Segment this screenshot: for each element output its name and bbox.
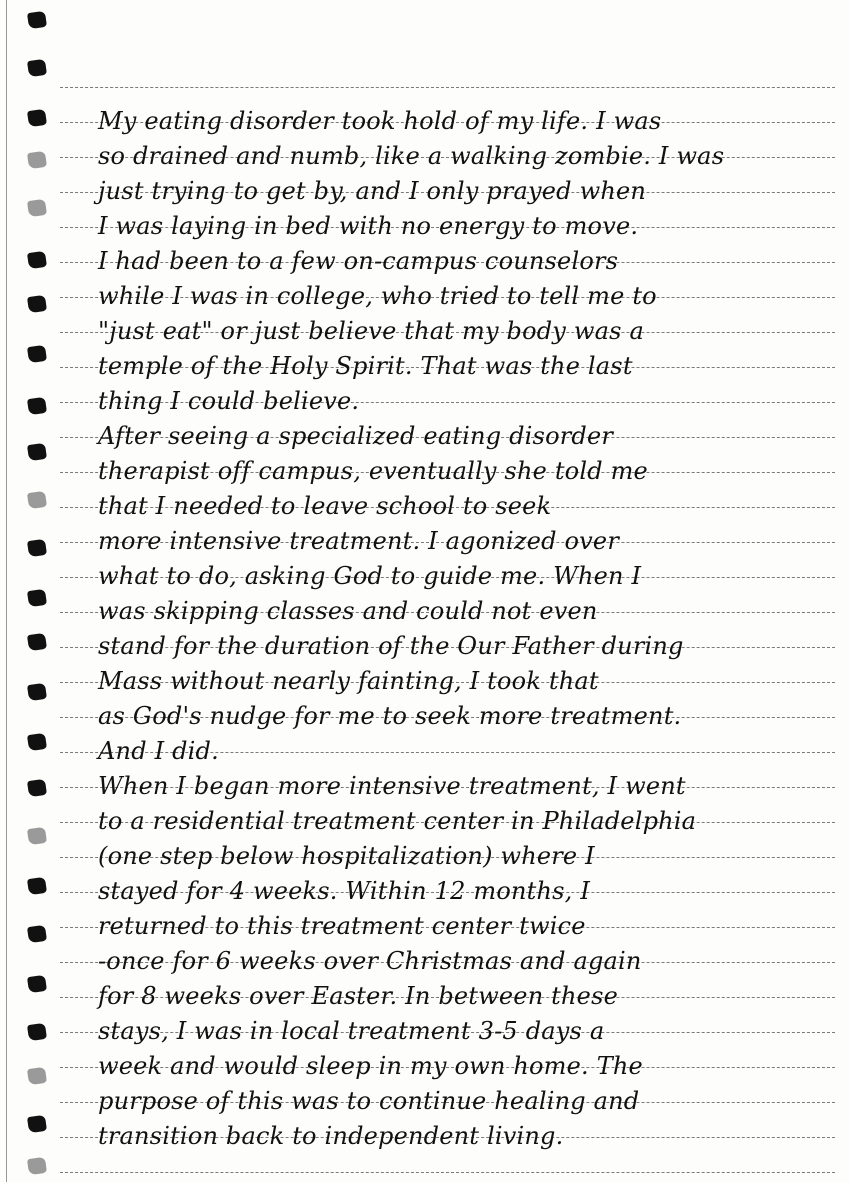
spiral-hole <box>27 295 47 313</box>
text-line: stand for the duration of the Our Father during <box>98 632 684 660</box>
text-line: I had been to a few on-campus counselors <box>98 247 619 275</box>
spiral-holes <box>0 0 60 1182</box>
spiral-hole <box>27 1115 47 1133</box>
spiral-hole <box>27 877 47 895</box>
spiral-hole <box>27 1157 47 1175</box>
spiral-hole <box>27 827 47 845</box>
text-line: temple of the Holy Spirit. That was the last <box>98 352 633 380</box>
spiral-hole <box>27 779 47 797</box>
text-line: When I began more intensive treatment, I went <box>98 772 686 800</box>
text-line: returned to this treatment center twice <box>98 912 586 940</box>
text-line: what to do, asking God to guide me. When I <box>98 562 642 590</box>
spiral-hole <box>27 491 47 509</box>
text-line: transition back to independent living. <box>98 1122 564 1150</box>
text-line: more intensive treatment. I agonized over <box>98 527 620 555</box>
spiral-hole <box>27 1023 47 1041</box>
text-line: My eating disorder took hold of my life. I was <box>98 107 662 135</box>
text-line: to a residential treatment center in Philadelphia <box>98 807 697 835</box>
spiral-hole <box>27 1067 47 1085</box>
text-line: "just eat" or just believe that my body was a <box>98 317 644 345</box>
spiral-hole <box>27 151 47 169</box>
spiral-hole <box>27 345 47 363</box>
spiral-hole <box>27 59 47 77</box>
spiral-hole <box>27 109 47 127</box>
spiral-hole <box>27 633 47 651</box>
text-line: week and would sleep in my own home. The <box>98 1052 643 1080</box>
text-line: just trying to get by, and I only prayed when <box>98 177 647 205</box>
text-line: After seeing a specialized eating disorder <box>98 422 614 450</box>
text-line: while I was in college, who tried to tell me to <box>98 282 657 310</box>
spiral-hole <box>27 589 47 607</box>
spiral-hole <box>27 975 47 993</box>
text-line: stayed for 4 weeks. Within 12 months, I <box>98 877 590 905</box>
spiral-hole <box>27 251 47 269</box>
spiral-hole <box>27 733 47 751</box>
spiral-hole <box>27 443 47 461</box>
text-line: Mass without nearly fainting, I took that <box>98 667 599 695</box>
text-line: stays, I was in local treatment 3-5 days a <box>98 1017 605 1045</box>
text-line: (one step below hospitalization) where I <box>98 842 595 870</box>
spiral-hole <box>27 397 47 415</box>
spiral-hole <box>27 11 47 29</box>
text-line: thing I could believe. <box>98 387 360 415</box>
text-line: for 8 weeks over Easter. In between these <box>98 982 619 1010</box>
ruled-line <box>60 1172 835 1174</box>
text-line: -once for 6 weeks over Christmas and again <box>98 947 642 975</box>
spiral-hole <box>27 539 47 557</box>
spiral-hole <box>27 925 47 943</box>
text-line: And I did. <box>98 737 219 765</box>
text-line: that I needed to leave school to seek <box>98 492 552 520</box>
spiral-hole <box>27 199 47 217</box>
text-line: therapist off campus, eventually she told me <box>98 457 648 485</box>
text-line: purpose of this was to continue healing and <box>98 1087 640 1115</box>
text-line: I was laying in bed with no energy to move. <box>98 212 639 240</box>
text-line: was skipping classes and could not even <box>98 597 598 625</box>
ruled-line <box>60 87 835 89</box>
text-line: so drained and numb, like a walking zombie. I was <box>98 142 725 170</box>
spiral-hole <box>27 683 47 701</box>
text-line: as God's nudge for me to seek more treatment. <box>98 702 682 730</box>
